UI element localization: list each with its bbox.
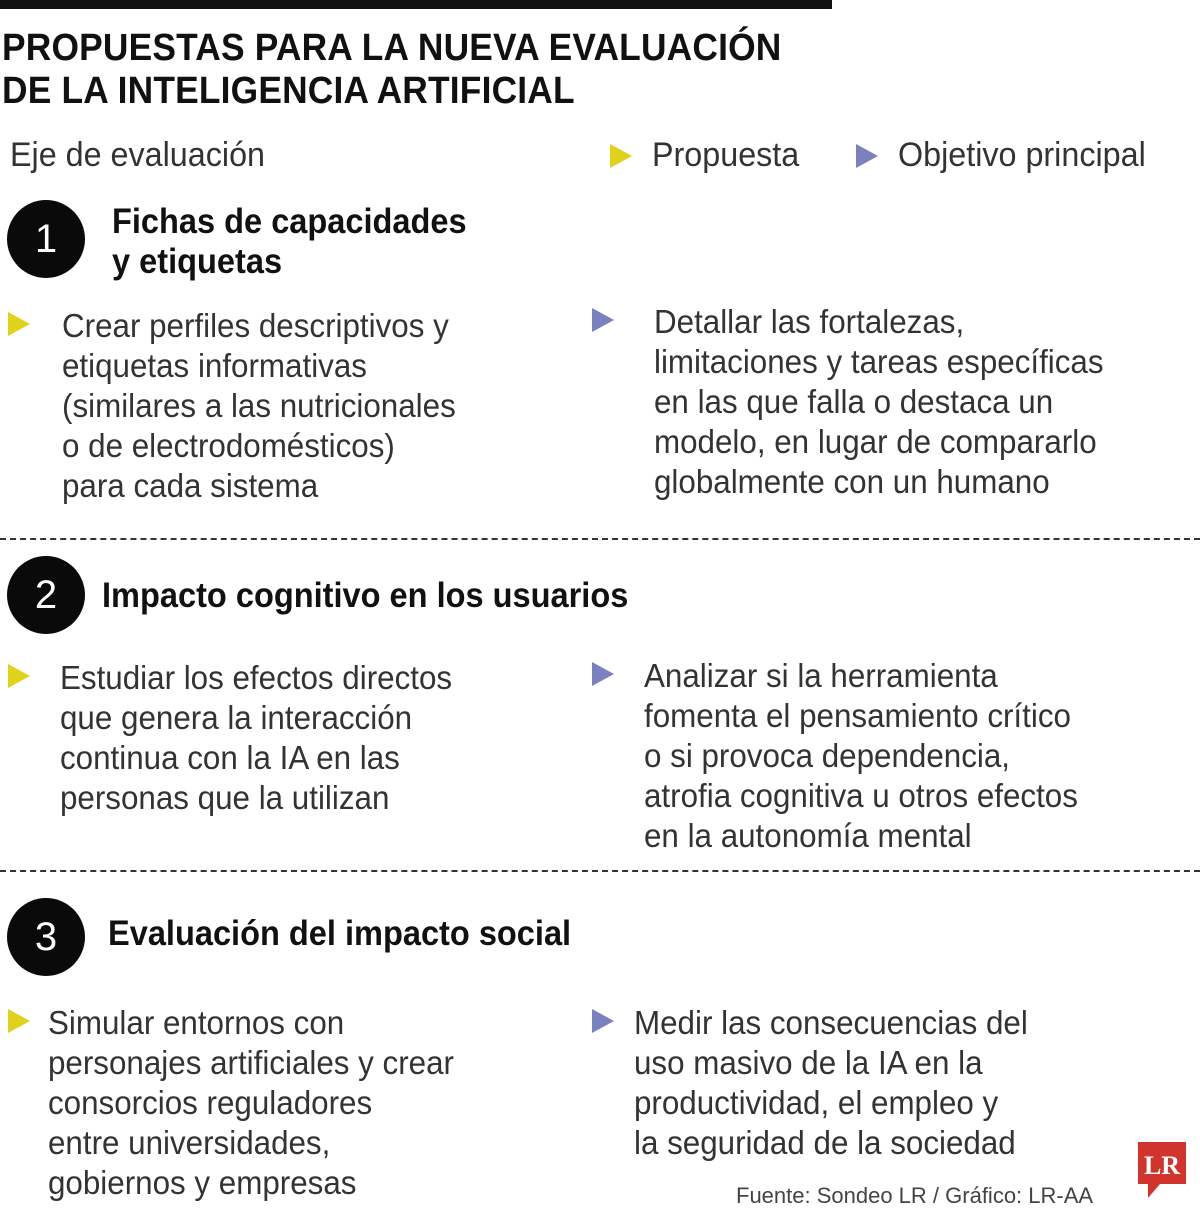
- triangle-yellow-icon: [8, 1009, 30, 1033]
- legend-axis-label: Eje de evaluación: [10, 136, 266, 174]
- section-number-badge: 2: [7, 556, 85, 634]
- triangle-blue-icon: [592, 1009, 614, 1033]
- text-line: consorcios reguladores: [48, 1084, 373, 1121]
- text-line: Crear perfiles descriptivos y: [62, 307, 449, 344]
- text-line: fomenta el pensamiento crítico: [644, 697, 1071, 734]
- page-title: [2, 27, 839, 113]
- logo-text: LR: [1143, 1151, 1181, 1180]
- text-line: que genera la interacción: [60, 699, 413, 736]
- objective-item: [592, 656, 1101, 856]
- text-line: atrofia cognitiva u otros efectos: [644, 777, 1078, 814]
- text-line: o si provoca dependencia,: [644, 737, 1011, 774]
- triangle-yellow-icon: [8, 664, 30, 688]
- triangle-blue-icon: [592, 662, 614, 686]
- text-line: gobiernos y empresas: [48, 1164, 357, 1201]
- objective-text: [654, 302, 1104, 502]
- section-divider: [0, 870, 1200, 872]
- triangle-yellow-icon: [8, 312, 30, 336]
- objective-text: [634, 1003, 1028, 1163]
- proposal-text: [60, 658, 452, 818]
- text-line: (similares a las nutricionales: [62, 387, 456, 424]
- text-line: Simular entornos con: [48, 1004, 345, 1041]
- proposal-item: [8, 658, 473, 818]
- text-line: etiquetas informativas: [62, 347, 367, 384]
- section-heading-line: y etiquetas: [112, 242, 283, 281]
- text-line: la seguridad de la sociedad: [634, 1124, 1016, 1161]
- title-line-2: DE LA INTELIGENCIA ARTIFICIAL: [2, 70, 575, 112]
- lr-logo: [1136, 1140, 1188, 1200]
- legend-objective-label: Objetivo principal: [898, 136, 1146, 174]
- source-credit: Fuente: Sondeo LR / Gráfico: LR-AA: [736, 1183, 1094, 1208]
- text-line: Analizar si la herramienta: [644, 657, 998, 694]
- section-heading-line: Fichas de capacidades: [112, 202, 467, 241]
- objective-item: [592, 1003, 1049, 1163]
- proposal-text: [48, 1003, 454, 1203]
- text-line: o de electrodomésticos): [62, 427, 395, 464]
- text-line: Estudiar los efectos directos: [60, 659, 453, 696]
- text-line: personas que la utilizan: [60, 779, 390, 816]
- text-line: entre universidades,: [48, 1124, 331, 1161]
- section-heading: [112, 202, 467, 282]
- text-line: en la autonomía mental: [644, 817, 972, 854]
- proposal-text: [62, 306, 456, 506]
- text-line: globalmente con un humano: [654, 463, 1050, 500]
- legend-objective: [856, 136, 1159, 175]
- triangle-blue-icon: [592, 308, 614, 332]
- objective-item: [592, 302, 1127, 502]
- text-line: productividad, el empleo y: [634, 1084, 999, 1121]
- section-heading-line: Impacto cognitivo en los usuarios: [102, 576, 629, 615]
- text-line: limitaciones y tareas específicas: [654, 343, 1104, 380]
- section-number-badge: 3: [7, 898, 85, 976]
- section-heading-line: Evaluación del impacto social: [108, 914, 572, 953]
- section-divider: [0, 538, 1200, 540]
- top-rule: [0, 0, 832, 9]
- proposal-item: [8, 1003, 475, 1203]
- legend-proposal-label: Propuesta: [652, 136, 800, 174]
- objective-text: [644, 656, 1078, 856]
- section-number-badge: 1: [7, 200, 85, 278]
- text-line: Detallar las fortalezas,: [654, 303, 965, 340]
- section-heading: [102, 576, 628, 616]
- proposal-item: [8, 306, 476, 506]
- text-line: uso masivo de la IA en la: [634, 1044, 983, 1081]
- title-line-1: PROPUESTAS PARA LA NUEVA EVALUACIÓN: [2, 27, 782, 69]
- text-line: en las que falla o destaca un: [654, 383, 1054, 420]
- text-line: modelo, en lugar de compararlo: [654, 423, 1097, 460]
- triangle-yellow-icon: [610, 144, 632, 168]
- section-heading: [108, 914, 571, 954]
- text-line: Medir las consecuencias del: [634, 1004, 1028, 1041]
- text-line: para cada sistema: [62, 467, 319, 504]
- triangle-blue-icon: [856, 144, 878, 168]
- text-line: continua con la IA en las: [60, 739, 400, 776]
- text-line: personajes artificiales y crear: [48, 1044, 454, 1081]
- legend-proposal: [610, 136, 807, 175]
